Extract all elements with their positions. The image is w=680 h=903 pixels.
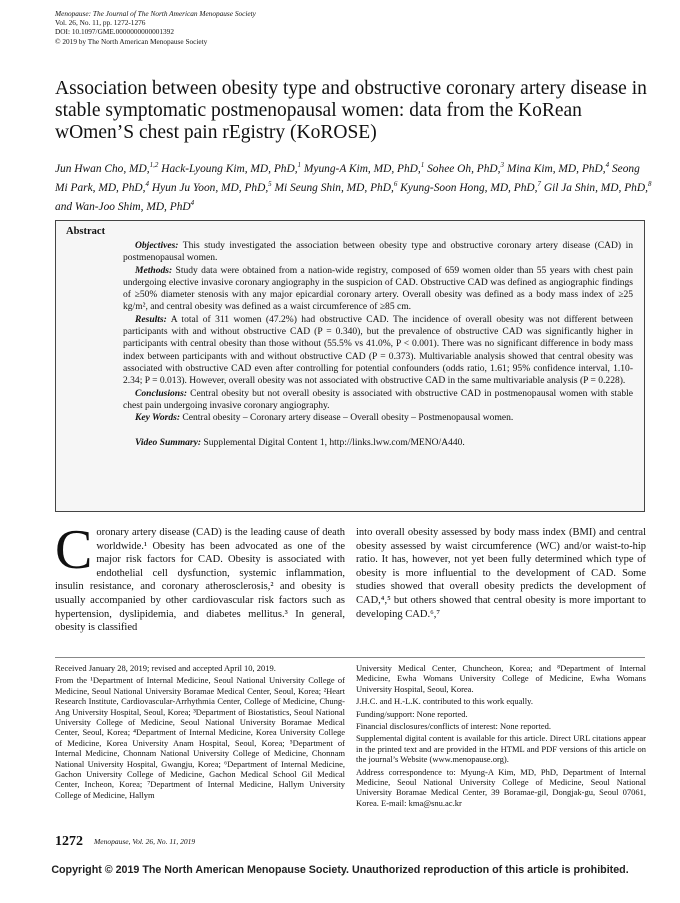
author-name: Hyun Ju Yoon, MD, PhD, (151, 181, 269, 194)
doi: DOI: 10.1097/GME.0000000000001392 (55, 27, 174, 37)
results-label: Results: (135, 313, 167, 325)
keywords-label: Key Words: (135, 412, 180, 424)
objectives-label: Objectives: (135, 240, 179, 251)
video-label: Video Summary: (135, 437, 202, 449)
author-name: and Wan-Joo Shim, MD, PhD (55, 200, 191, 213)
abstract-heading: Abstract (66, 226, 106, 237)
disclosures: Financial disclosures/conflicts of interest: None reported. (356, 721, 551, 732)
abstract-objectives (123, 240, 633, 265)
abstract-body (123, 240, 633, 450)
body-column-right: into overall obesity assessed by body mass index (BMI) and central obesity assessed by waist circumference (WC) and/or waist-to-hip ratio. It has, however, not yet been fully determined which type of obesity is more influential to the development of CAD. Some studies showed that overall obesity predicts the development of CAD,⁴,⁵ but others showed that central obesity is more important to developing CAD.⁶,⁷ (356, 527, 646, 620)
author-name: Kyung-Soon Hong, MD, PhD, (400, 181, 538, 194)
author-name: Mi Seung Shin, MD, PhD, (274, 181, 394, 194)
keywords-text: Central obesity – Coronary artery disease – Overall obesity – Postmenopausal women. (180, 412, 514, 424)
footnotes-left (55, 663, 345, 802)
author-affiliation-mark: 7 (537, 179, 541, 188)
methods-label: Methods: (135, 264, 173, 276)
results-text: A total of 311 women (47.2%) had obstructive CAD. The incidence of overall obesity was not different between participants with and without obstructive CAD (P = 0.340), but the prevalence of obstructive CAD was significantly higher in participants with central obesity than those without (55.5% vs 41.0%, P < 0.001). There was no significant difference in body mass index between participants with and without obstructive CAD (P = 0.373). Multivariable analysis showed that central obesity was associated with obstructive CAD even after controlling for potential confounders (odds ratio, 1.61; 95% confidence interval, 1.10-2.34; P = 0.013). However, overall obesity was not associated with obstructive CAD in the same multivariable analysis (P = 0.228). (123, 313, 633, 387)
author-name: Jun Hwan Cho, MD, (55, 162, 150, 175)
author-affiliation-mark: 4 (145, 179, 149, 188)
author-name: Myung-A Kim, MD, PhD, (303, 162, 421, 175)
author-name: Gil Ja Shin, MD, PhD, (543, 181, 648, 194)
author-list (55, 158, 655, 214)
author-affiliation-mark: 1 (297, 161, 302, 169)
author-affiliation-mark: 3 (500, 161, 504, 169)
abstract-box (55, 220, 645, 512)
affiliations: From the ¹Department of Internal Medicine, Seoul National University College of Medicine, Seoul National University Boramae Medical Center, Seoul, Korea; ²Heart Research Institute, Cardiovascular-Arrhythmia Center, College of Medicine, Chung-Ang University Hospital, Seoul, Korea; ³Department of Biostatistics, Seoul National University College of Medicine, Seoul National University Boramae Medical Center, Seoul, Korea; ⁴Department of Internal Medicine, Korea University College of Medicine, Korea University Anam Hospital, Seoul, Korea; ⁵Department of Internal Medicine, Chonnam National University College of Medicine, Chonnam National University Hospital, Gwangju, Korea; ⁶Department of Internal Medicine, Gachon University College of Medicine, Gachon Medical School Gil Medical Center, Incheon, Korea; ⁷Department of Internal Medicine, Hallym University College of Medicine, Hallym (55, 675, 345, 800)
methods-text: Study data were obtained from a nation-wide registry, composed of 659 women older than 55 years with chest pain undergoing elective invasive coronary angiography in the suspicion of CAD. Obstructive CAD was defined as angiographic findings of ≥50% diameter stenosis with any major epicardial coronary artery. Overall obesity was defined as a body mass index of ≥25 kg/m², and central obesity was defined as a waist circumference of ≥85 cm. (123, 264, 633, 313)
abstract-results (123, 314, 633, 388)
page-number: 1272 (55, 834, 83, 849)
author-affiliation-mark: 8 (647, 179, 652, 188)
supplemental-note: Supplemental digital content is available for this article. Direct URL citations appear in the printed text and are provided in the HTML and PDF versions of this article on the journal’s Website (www.menopause.org). (356, 733, 646, 765)
body-column-left (55, 519, 345, 635)
article-title: Association between obesity type and obstructive coronary artery disease in stable symptomatic postmenopausal women: data from the KoRean wOmen’S chest pain rEgistry (KoROSE) (55, 78, 647, 143)
journal-copyright: © 2019 by The North American Menopause Society (55, 36, 208, 46)
objectives-text: This study investigated the association between obesity type and obstructive coronary artery disease (CAD) in postmenopausal women. (123, 240, 633, 264)
intro-text-left: oronary artery disease (CAD) is the leading cause of death worldwide.¹ Obesity has been advocated as one of the major risk factors for CAD. Obesity is associated with endothelial cell dysfunction, systemic inflammation, insulin resistance, and coronary atherosclerosis,² and obesity is usually accompanied by other cardiovascular risk factors such as hypertension, dyslipidemia, and diabetes mellitus.³ In general, obesity is classified (55, 527, 345, 634)
video-text: Supplemental Digital Content 1, http://links.lww.com/MENO/A440. (201, 437, 465, 449)
footnotes-right (356, 663, 646, 810)
correspondence: Address correspondence to: Myung-A Kim, MD, PhD, Department of Internal Medicine, Seoul National University College of Medicine, Seoul National University Boramae Medical Center, 39 Boramae-gil, Dongjak-gu, Seoul 07061, Korea. E-mail: kma@snu.ac.kr (356, 766, 646, 808)
conclusions-label: Conclusions: (135, 387, 187, 399)
author-affiliation-mark: 4 (190, 198, 195, 207)
footnote-divider (55, 657, 645, 658)
author-affiliation-mark: 4 (605, 161, 610, 169)
author-affiliation-mark: 1 (420, 161, 425, 169)
author-name: Seong Mi Park, MD, PhD, (55, 162, 640, 194)
conclusions-text: Central obesity but not overall obesity is associated with obstructive CAD in postmenopausal women with stable chest pain undergoing invasive coronary angiography. (123, 387, 633, 411)
author-affiliation-mark: 6 (393, 179, 398, 188)
author-name: Mina Kim, MD, PhD, (506, 162, 606, 175)
received-dates: Received January 28, 2019; revised and accepted April 10, 2019. (55, 663, 276, 673)
abstract-keywords (123, 412, 633, 424)
journal-name: Menopause: The Journal of The North American Menopause Society (55, 9, 256, 18)
author-name: Hack-Lyoung Kim, MD, PhD, (161, 162, 298, 175)
drop-cap: C (55, 519, 93, 581)
author-name: Sohee Oh, PhD, (427, 162, 501, 175)
affiliations-continued: University Medical Center, Chuncheon, Korea; and ⁸Department of Internal Medicine, Ewha Womans University College of Medicine, Ewha Womans University Hospital, Seoul, Korea. (356, 663, 646, 694)
abstract-methods (123, 265, 633, 314)
abstract-video (123, 437, 633, 449)
funding: Funding/support: None reported. (356, 708, 468, 719)
author-affiliation-mark: 5 (268, 179, 272, 188)
abstract-conclusions (123, 388, 633, 413)
author-affiliation-mark: 1,2 (149, 161, 159, 169)
copyright-notice: Copyright © 2019 The North American Menopause Society. Unauthorized reproduction of this article is prohibited. (51, 864, 629, 876)
running-footer: Menopause, Vol. 26, No. 11, 2019 (94, 837, 196, 846)
journal-header (55, 9, 256, 46)
volume-info: Vol. 26, No. 11, pp. 1272-1276 (55, 18, 146, 28)
equal-contribution: J.H.C. and H.-L.K. contributed to this work equally. (356, 696, 533, 707)
